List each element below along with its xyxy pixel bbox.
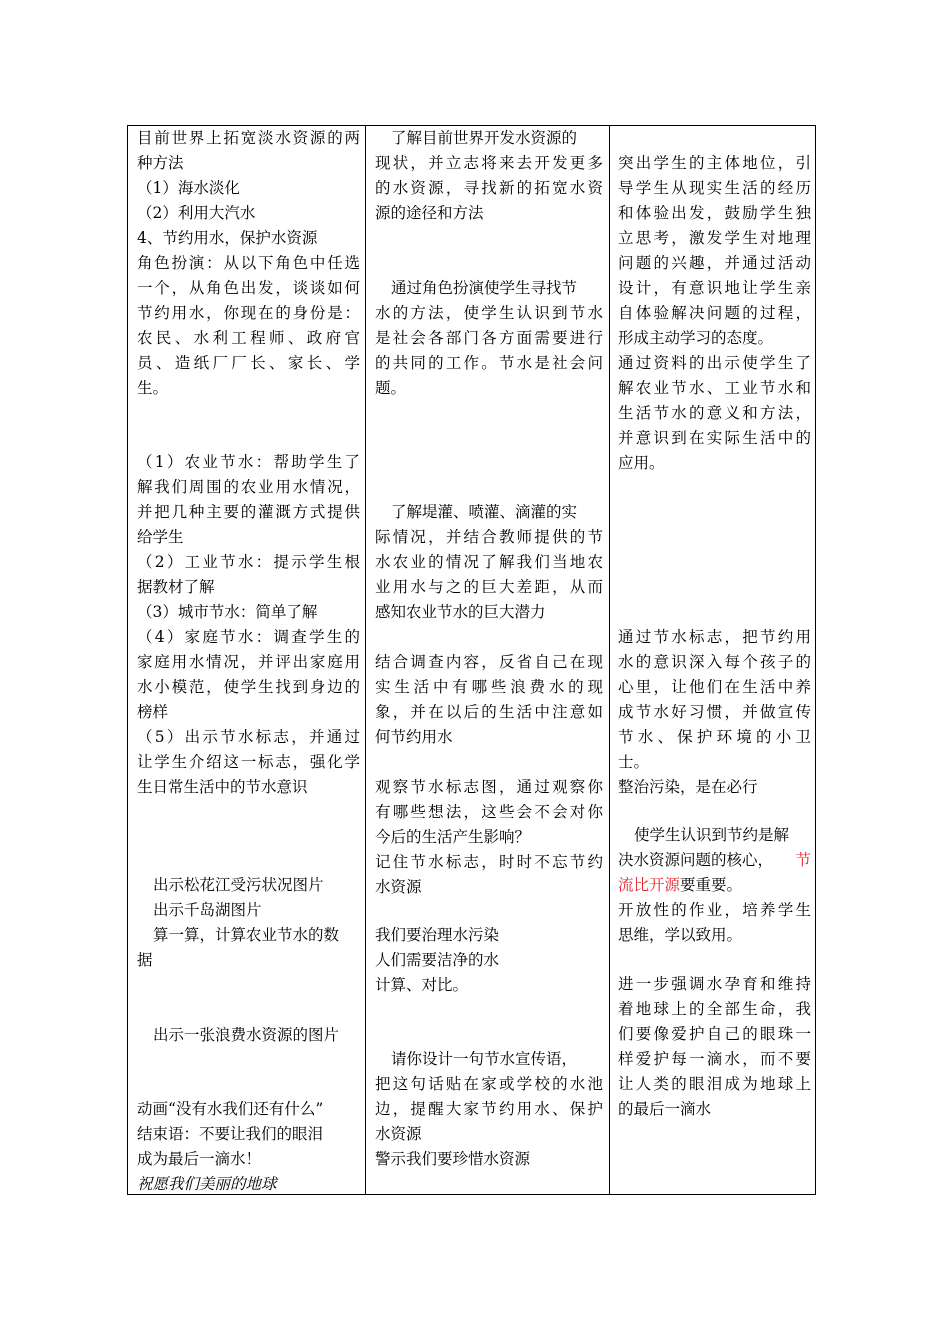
text-line: 设计，有意识地让学生亲	[618, 279, 811, 297]
text-line: 感知农业节水的巨大潜力	[375, 603, 546, 621]
text-line: 水小模范，使学生找到身边的	[137, 678, 360, 696]
text-line: 导学生从现实生活的经历	[618, 179, 811, 197]
text-line: 实生活中有哪些浪费水的现	[375, 678, 603, 696]
text-line: 士。	[618, 753, 650, 771]
text-line: 通过角色扮演使学生寻找节	[391, 279, 578, 297]
text-segment: 决水资源问题的核心，	[618, 851, 774, 869]
text-line: 结束语：不要让我们的眼泪	[137, 1125, 324, 1143]
text-line: 农民、水利工程师、政府官	[137, 329, 360, 347]
text-line: 应用。	[618, 454, 665, 472]
text-line: 生。	[137, 379, 169, 397]
text-line: 水农业的情况了解我们当地农	[375, 553, 603, 571]
text-line: 立思考，激发学生对地理	[618, 229, 811, 247]
text-line: 通过节水标志，把节约用	[618, 628, 811, 646]
text-line: 现状，并立志将来去开发更多	[375, 154, 603, 172]
text-line: 出示千岛湖图片	[153, 901, 262, 919]
text-line: 一个，从角色出发，谈谈如何	[137, 279, 360, 297]
text-line: 使学生认识到节约是解	[634, 826, 790, 844]
text-line: （2）工业节水：提示学生根	[137, 553, 360, 571]
text-line: （3）城市节水：简单了解	[137, 603, 318, 621]
text-line: 的共同的工作。节水是社会问	[375, 354, 603, 372]
text-line: 形成主动学习的态度。	[618, 329, 774, 347]
text-line: 生活节水的意义和方法，	[618, 404, 811, 422]
text-line: 据教材了解	[137, 578, 215, 596]
text-line: 了解堤灌、喷灌、滴灌的实	[391, 503, 578, 521]
text-line: 请你设计一句节水宣传语，	[391, 1050, 578, 1068]
text-line: 何节约用水	[375, 728, 453, 746]
text-line: 成为最后一滴水！	[137, 1150, 262, 1168]
text-line: 算一算，计算农业节水的数	[153, 926, 340, 944]
highlighted-text: 流比开源	[618, 876, 681, 894]
text-line: 员、造纸厂厂长、家长、学	[137, 354, 360, 372]
text-line: 警示我们要珍惜水资源	[375, 1150, 531, 1168]
text-line: 整治污染，是在必行	[618, 778, 758, 796]
text-line: 让学生介绍这一标志，强化学	[137, 753, 360, 771]
text-line: 的最后一滴水	[618, 1100, 712, 1118]
text-line	[618, 873, 811, 898]
text-line: 给学生	[137, 528, 184, 546]
teacher-activity-column	[137, 126, 360, 1194]
text-line: 4、节约用水，保护水资源	[137, 229, 318, 247]
column-divider	[609, 126, 610, 1194]
text-line: 是社会各部门各方面需要进行	[375, 329, 603, 347]
text-line: 我们要治理水污染	[375, 926, 500, 944]
text-line: 据	[137, 951, 153, 969]
text-line: 边，提醒大家节约用水、保护	[375, 1100, 603, 1118]
text-line: 题。	[375, 379, 407, 397]
text-line: 动画“没有水我们还有什么”	[137, 1100, 324, 1118]
text-line-italic: 祝愿我们美丽的地球	[137, 1175, 277, 1193]
text-line: 心里，让他们在生活中养	[618, 678, 811, 696]
text-line: 进一步强调水孕育和维持	[618, 975, 811, 993]
text-line: 们要像爱护自己的眼珠一	[618, 1025, 811, 1043]
text-line: 出示松花江受污状况图片	[153, 876, 324, 894]
text-line: 种方法	[137, 154, 184, 172]
text-line: （1）农业节水：帮助学生了	[137, 453, 360, 471]
text-line: （4）家庭节水：调查学生的	[137, 628, 360, 646]
text-line: 出示一张浪费水资源的图片	[153, 1026, 340, 1044]
text-line: 开放性的作业，培养学生	[618, 901, 811, 919]
text-line: 让人类的眼泪成为地球上	[618, 1075, 811, 1093]
text-line: 的水资源，寻找新的拓宽水资	[375, 179, 603, 197]
text-line: 家庭用水情况，并评出家庭用	[137, 653, 360, 671]
text-line: 计算、对比。	[375, 976, 469, 994]
text-segment: 要重要。	[680, 876, 743, 894]
text-line: 水的意识深入每个孩子的	[618, 653, 811, 671]
text-line: 样爱护每一滴水，而不要	[618, 1050, 811, 1068]
text-line: 突出学生的主体地位，引	[618, 154, 811, 172]
text-line: 解我们周围的农业用水情况，	[137, 478, 360, 496]
text-line: 业用水与之的巨大差距，从而	[375, 578, 603, 596]
text-line: 着地球上的全部生命，我	[618, 1000, 811, 1018]
text-line: 成节水好习惯，并做宣传	[618, 703, 811, 721]
text-line: 通过资料的出示使学生了	[618, 354, 811, 372]
student-activity-column	[375, 126, 603, 1194]
highlighted-text: 节	[795, 851, 811, 869]
lesson-plan-table	[127, 125, 816, 1195]
text-line: 象，并在以后的生活中注意如	[375, 703, 603, 721]
design-intent-column	[618, 126, 811, 1194]
text-line	[618, 848, 811, 873]
text-line: 角色扮演：从以下角色中任选	[137, 254, 360, 272]
text-line: （5）出示节水标志，并通过	[137, 728, 360, 746]
text-line: 目前世界上拓宽淡水资源的两	[137, 129, 360, 147]
text-line: 际情况，并结合教师提供的节	[375, 528, 603, 546]
text-line: 问题的兴趣，并通过活动	[618, 254, 811, 272]
text-line: 生日常生活中的节水意识	[137, 778, 308, 796]
text-line: 思维，学以致用。	[618, 926, 743, 944]
text-line: 水资源	[375, 878, 422, 896]
text-line: 解农业节水、工业节水和	[618, 379, 811, 397]
text-line: 并把几种主要的灌溉方式提供	[137, 503, 360, 521]
text-line: 结合调查内容，反省自己在现	[375, 653, 603, 671]
column-divider	[365, 126, 366, 1194]
text-line: （1）海水淡化	[137, 179, 240, 197]
text-line: （2）利用大汽水	[137, 204, 256, 222]
text-line: 节水、保护环境的小卫	[618, 728, 811, 746]
text-line: 有哪些想法，这些会不会对你	[375, 803, 603, 821]
text-line: 自体验解决问题的过程，	[618, 304, 811, 322]
text-line: 把这句话贴在家或学校的水池	[375, 1075, 603, 1093]
text-line: 水资源	[375, 1125, 422, 1143]
text-line: 水的方法，使学生认识到节水	[375, 304, 603, 322]
text-line: 了解目前世界开发水资源的	[391, 129, 578, 147]
text-line: 今后的生活产生影响？	[375, 828, 531, 846]
text-line: 并意识到在实际生活中的	[618, 429, 811, 447]
text-line: 榜样	[137, 703, 169, 721]
text-line: 观察节水标志图，通过观察你	[375, 778, 603, 796]
text-line: 节约用水，你现在的身份是：	[137, 304, 360, 322]
text-line: 源的途径和方法	[375, 204, 484, 222]
text-line: 和体验出发，鼓励学生独	[618, 204, 811, 222]
text-line: 记住节水标志，时时不忘节约	[375, 853, 603, 871]
text-line: 人们需要洁净的水	[375, 951, 500, 969]
